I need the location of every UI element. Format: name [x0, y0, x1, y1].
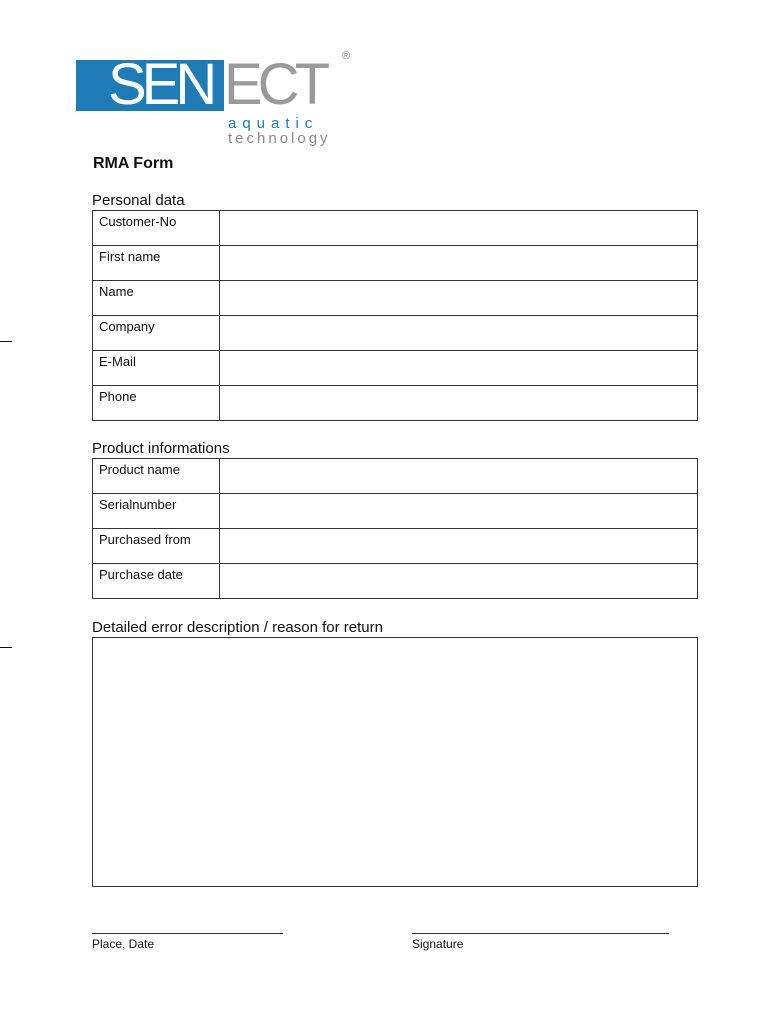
- purchase-date-field[interactable]: [220, 564, 698, 599]
- serialnumber-field[interactable]: [220, 494, 698, 529]
- table-row: [93, 316, 698, 351]
- signature-label: Signature: [412, 937, 464, 951]
- first-name-field[interactable]: [220, 246, 698, 281]
- field-label-name: Name: [93, 281, 220, 316]
- personal-data-table: [92, 210, 698, 421]
- signature-line: [412, 933, 669, 934]
- logo-wordmark-grey: ECT: [224, 52, 325, 117]
- company-logo: [76, 50, 366, 150]
- logo-wordmark-blue: SEN: [108, 52, 213, 117]
- field-label-purchase-date: Purchase date: [93, 564, 220, 599]
- field-label-phone: Phone: [93, 386, 220, 421]
- table-row: [93, 564, 698, 599]
- registered-mark: ®: [342, 50, 351, 62]
- product-info-heading: Product informations: [92, 440, 230, 457]
- phone-field[interactable]: [220, 386, 698, 421]
- table-row: [93, 386, 698, 421]
- error-description-heading: Detailed error description / reason for return: [92, 619, 383, 636]
- table-row: [93, 351, 698, 386]
- form-title: RMA Form: [93, 155, 174, 172]
- place-date-line: [92, 933, 283, 934]
- product-name-field[interactable]: [220, 459, 698, 494]
- logo-tagline-aquatic: aquatic: [228, 115, 319, 132]
- fold-mark-top: [0, 341, 12, 342]
- purchased-from-field[interactable]: [220, 529, 698, 564]
- field-label-customer-no: Customer-No: [93, 211, 220, 246]
- field-label-purchased-from: Purchased from: [93, 529, 220, 564]
- table-row: [93, 281, 698, 316]
- personal-data-heading: Personal data: [92, 192, 185, 209]
- name-field[interactable]: [220, 281, 698, 316]
- table-row: [93, 494, 698, 529]
- table-row: [93, 459, 698, 494]
- field-label-first-name: First name: [93, 246, 220, 281]
- field-label-product-name: Product name: [93, 459, 220, 494]
- fold-mark-bottom: [0, 647, 12, 648]
- email-field[interactable]: [220, 351, 698, 386]
- field-label-email: E-Mail: [93, 351, 220, 386]
- error-description-field[interactable]: [92, 637, 698, 887]
- place-date-label: Place, Date: [92, 937, 155, 951]
- table-row: [93, 529, 698, 564]
- field-label-serialnumber: Serialnumber: [93, 494, 220, 529]
- company-field[interactable]: [220, 316, 698, 351]
- field-label-company: Company: [93, 316, 220, 351]
- logo-tagline-technology: technology: [228, 130, 331, 147]
- table-row: [93, 211, 698, 246]
- product-info-table: [92, 458, 698, 599]
- table-row: [93, 246, 698, 281]
- customer-no-field[interactable]: [220, 211, 698, 246]
